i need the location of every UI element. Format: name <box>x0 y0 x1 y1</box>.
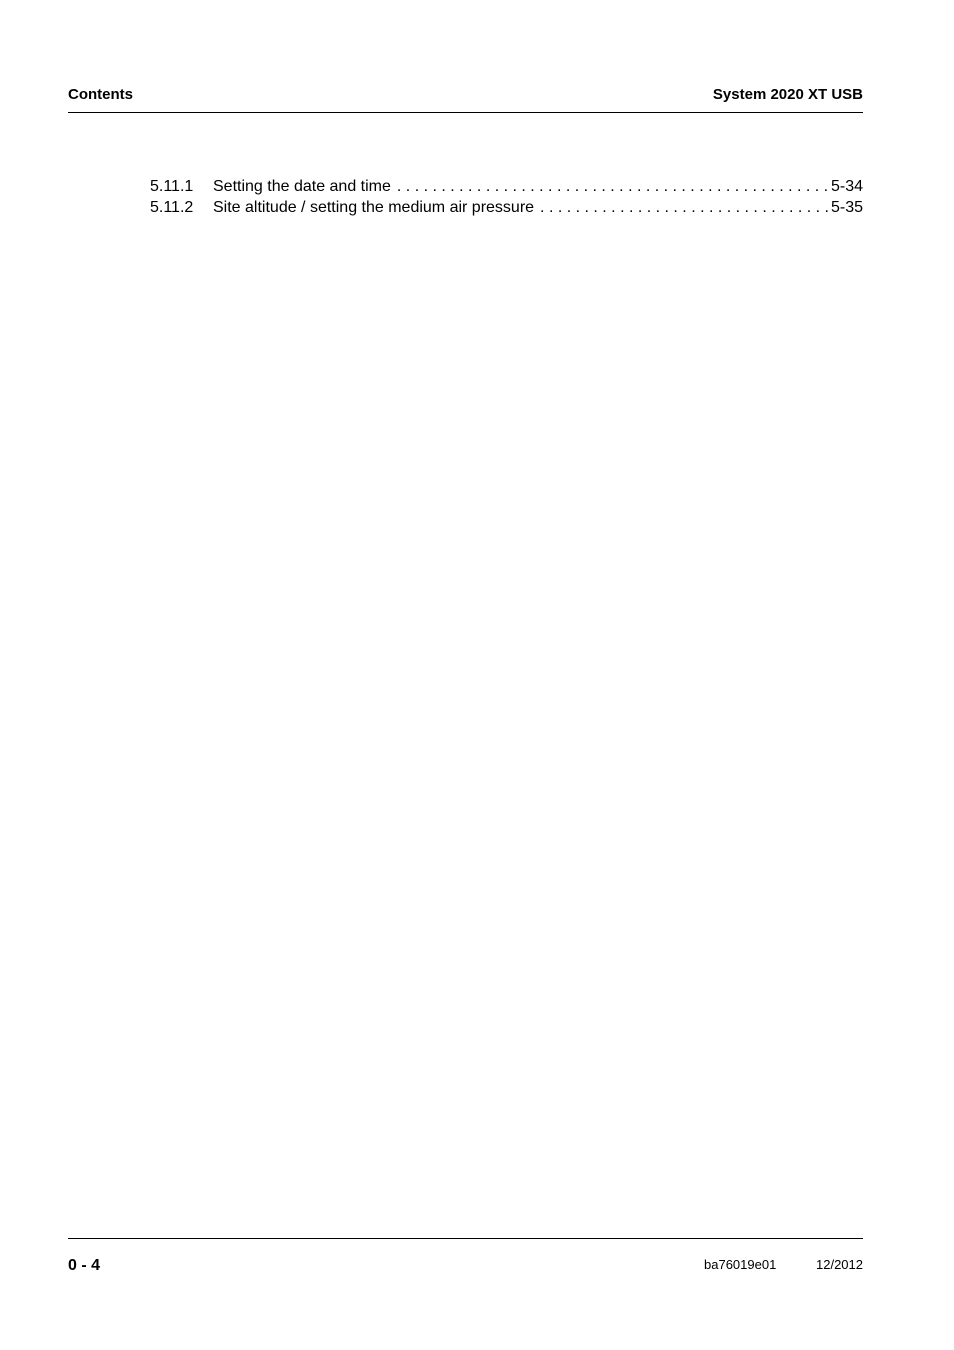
toc-dot-leader <box>540 199 829 217</box>
toc-entry-page: 5-35 <box>830 199 863 216</box>
header-manual-title: System 2020 XT USB <box>712 86 863 103</box>
toc-entry-number: 5.11.1 <box>150 178 194 195</box>
toc-section-entry[interactable] <box>0 199 954 221</box>
footer-date: 12/2012 <box>816 1257 863 1272</box>
toc-section-entry[interactable] <box>0 178 954 200</box>
toc-entry-title <box>213 178 397 196</box>
toc-title-fragment: Setting the date and time <box>213 178 391 195</box>
footer-rule <box>68 1238 863 1239</box>
toc-entry-title <box>213 199 540 217</box>
toc-dot-leader <box>397 178 829 196</box>
header-section-title: Contents <box>68 86 133 103</box>
toc-title-fragment: Site altitude / setting the medium air pressure <box>213 199 535 216</box>
toc-entry-page: 5-34 <box>830 178 863 195</box>
footer-page-number: 0 - 4 <box>68 1257 101 1274</box>
toc-entry-number: 5.11.2 <box>150 199 194 216</box>
footer-document-id: ba76019e01 <box>704 1257 777 1272</box>
